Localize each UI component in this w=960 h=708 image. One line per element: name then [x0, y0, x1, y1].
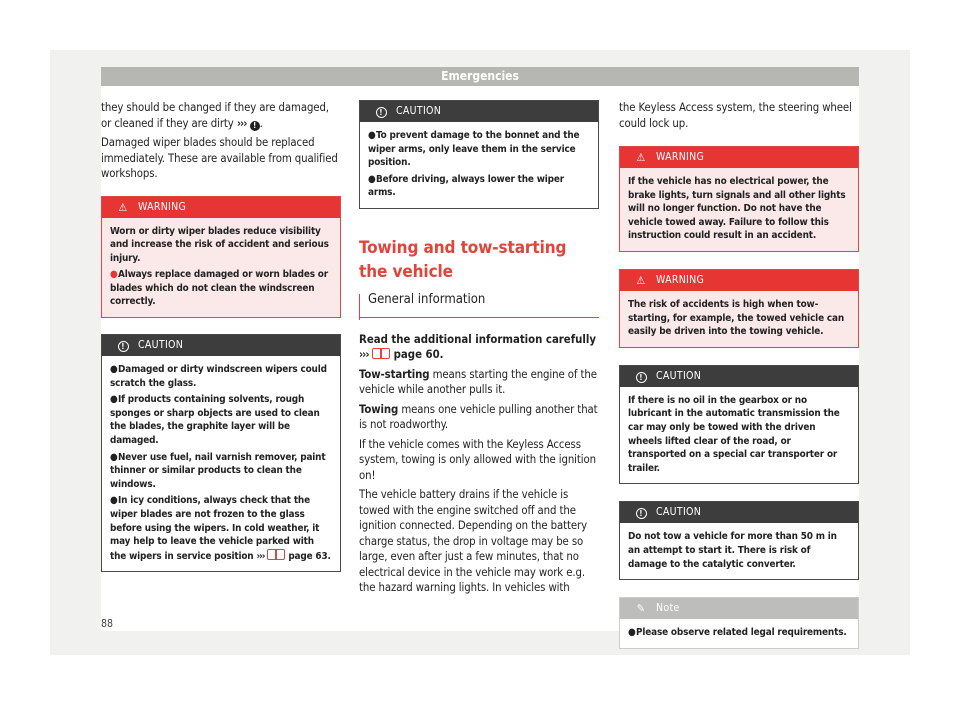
caution-header: [102, 335, 340, 356]
paragraph-text: they should be changed if they are damaged, or cleaned if they are dirty: [101, 101, 329, 130]
caution-title: CAUTION: [656, 369, 702, 382]
warning-box: [619, 269, 859, 348]
list-item: [628, 626, 850, 640]
caution-title: CAUTION: [138, 339, 184, 352]
lead-paragraph: [359, 332, 599, 363]
definition-text: means one vehicle pulling another that is not roadworthy.: [359, 402, 598, 432]
bullet-icon: ●: [110, 451, 118, 463]
list-item: [110, 494, 332, 563]
warning-header: [620, 147, 858, 168]
term: Towing: [359, 402, 399, 416]
column-1: [101, 100, 341, 572]
punctuation: .: [327, 550, 331, 562]
list-item-text: Never use fuel, nail varnish remover, paint thinner or similar products to clean the windows.: [110, 451, 326, 490]
warning-lead: Worn or dirty wiper blades reduce visibility and increase the risk of accident and serious injury.: [110, 225, 329, 264]
bullet-icon: ●: [628, 627, 636, 639]
bullet-icon: ●: [110, 495, 118, 507]
list-item: [110, 268, 332, 309]
definition-paragraph: [359, 402, 599, 433]
warning-body: [102, 218, 340, 318]
warning-triangle-icon: ⚠: [636, 151, 646, 164]
chapter-title: Emergencies: [441, 69, 519, 83]
page-number: 88: [101, 618, 114, 630]
list-item-text: If products containing solvents, rough sponges or sharp objects are used to clean the blades, the graphite layer will be damaged.: [110, 394, 320, 447]
warning-title: WARNING: [656, 151, 705, 163]
caution-icon: !: [115, 335, 131, 356]
note-box: [619, 597, 859, 649]
caution-body: If there is no oil in the gearbox or no lubricant in the automatic transmission the car may only be towed with the driven wheels lifted clear of the road, or transported on a special car transporter or trailer.: [620, 387, 858, 484]
book-icon: [372, 348, 390, 359]
bullet-icon: ●: [368, 130, 376, 141]
page-reference-link[interactable]: page 60: [393, 348, 440, 362]
note-pencil-icon: ✎: [636, 602, 646, 616]
lead-text: Read the additional information carefully: [359, 332, 596, 346]
bullet-icon: ●: [110, 394, 118, 406]
note-title: Note: [656, 602, 680, 615]
page-reference-link[interactable]: page 63: [288, 550, 328, 562]
warning-header: [620, 270, 858, 291]
paragraph: The vehicle battery drains if the vehicle is towed with the engine switched off and the ignition connected. Depending on the battery charge status, the drop in voltage may be so large, even after just a few minutes, that no electrical device in the vehicle may work e.g. the hazard warning lights. In vehicles with: [359, 488, 588, 595]
subsection-title: General information: [359, 292, 599, 318]
warning-header: [102, 197, 340, 218]
warning-triangle-icon: ⚠: [118, 200, 128, 214]
list-item-text: Damaged or dirty windscreen wipers could scratch the glass.: [110, 364, 327, 389]
reference-arrow: ›››: [256, 550, 265, 562]
warning-reference-icon: !: [250, 121, 260, 131]
paragraph: Damaged wiper blades should be replaced immediately. These are available from qualified workshops.: [101, 136, 338, 180]
caution-box: [619, 365, 859, 485]
caution-icon: !: [633, 502, 649, 523]
list-item-text: Always replace damaged or worn blades or blades which do not clean the windscreen correctly.: [110, 269, 328, 308]
list-item-text: In icy conditions, always check that the wiper blades are not frozen to the glass before using the wipers. In cold weather, it may help to leave the vehicle parked with the wipers in service position: [110, 495, 320, 562]
list-item: [110, 451, 332, 492]
warning-title: WARNING: [138, 200, 187, 213]
paragraph: [101, 100, 341, 131]
warning-title: WARNING: [656, 273, 705, 286]
caution-header: [360, 101, 598, 122]
warning-box: [101, 196, 341, 319]
term: Tow-starting: [359, 367, 430, 381]
caution-icon: !: [373, 101, 389, 122]
warning-box: [619, 146, 859, 252]
caution-box: [101, 334, 341, 572]
column-3: [619, 100, 859, 649]
list-item-text: Before driving, always lower the wiper arms.: [368, 173, 565, 199]
caution-body: Do not tow a vehicle for more than 50 m in an attempt to start it. There is risk of damage to the catalytic converter.: [620, 523, 858, 579]
caution-body: [102, 356, 340, 571]
list-item-text: To prevent damage to the bonnet and the wiper arms, only leave them in the service position.: [368, 130, 580, 169]
reference-arrow: ›››: [236, 116, 247, 130]
list-item: [368, 129, 590, 170]
note-header: [620, 598, 858, 619]
chapter-header: [101, 67, 859, 86]
caution-body: [360, 122, 598, 208]
paragraph-text: .: [259, 116, 263, 130]
section-title: Towing and tow-starting the vehicle: [359, 237, 567, 282]
bullet-icon: ●: [110, 364, 118, 376]
warning-body: If the vehicle has no electrical power, the brake lights, turn signals and all other lights will no longer function. Do not have the vehicle towed away. Failure to follow this instruction could result in an accident.: [620, 168, 858, 251]
list-item: [110, 393, 332, 447]
list-item: [110, 363, 332, 390]
column-2: [359, 100, 599, 600]
caution-title: CAUTION: [656, 506, 702, 519]
subsection-heading: [359, 292, 599, 318]
list-item: [368, 173, 590, 200]
caution-title: CAUTION: [396, 105, 442, 117]
definition-paragraph: [359, 367, 599, 398]
caution-header: [620, 366, 858, 387]
note-body: [620, 619, 858, 648]
book-icon: [267, 549, 285, 560]
reference-arrow: ›››: [359, 348, 369, 362]
warning-body: The risk of accidents is high when tow-starting, for example, the towed vehicle can easily be driven into the towing vehicle.: [620, 291, 858, 347]
caution-box: [619, 501, 859, 580]
punctuation: .: [439, 348, 444, 362]
bullet-icon: ●: [110, 269, 118, 281]
list-item-text: Please observe related legal requirements.: [636, 627, 847, 639]
caution-icon: !: [633, 366, 649, 387]
paragraph: the Keyless Access system, the steering wheel could lock up.: [619, 101, 852, 130]
paragraph: If the vehicle comes with the Keyless Access system, towing is only allowed with the ignition on!: [359, 437, 596, 482]
page-content: [101, 86, 859, 639]
caution-box: [359, 100, 599, 209]
definition-text: means starting the engine of the vehicle while another pulls it.: [359, 367, 597, 397]
warning-triangle-icon: ⚠: [636, 273, 646, 287]
caution-header: [620, 502, 858, 523]
bullet-icon: ●: [368, 173, 376, 185]
